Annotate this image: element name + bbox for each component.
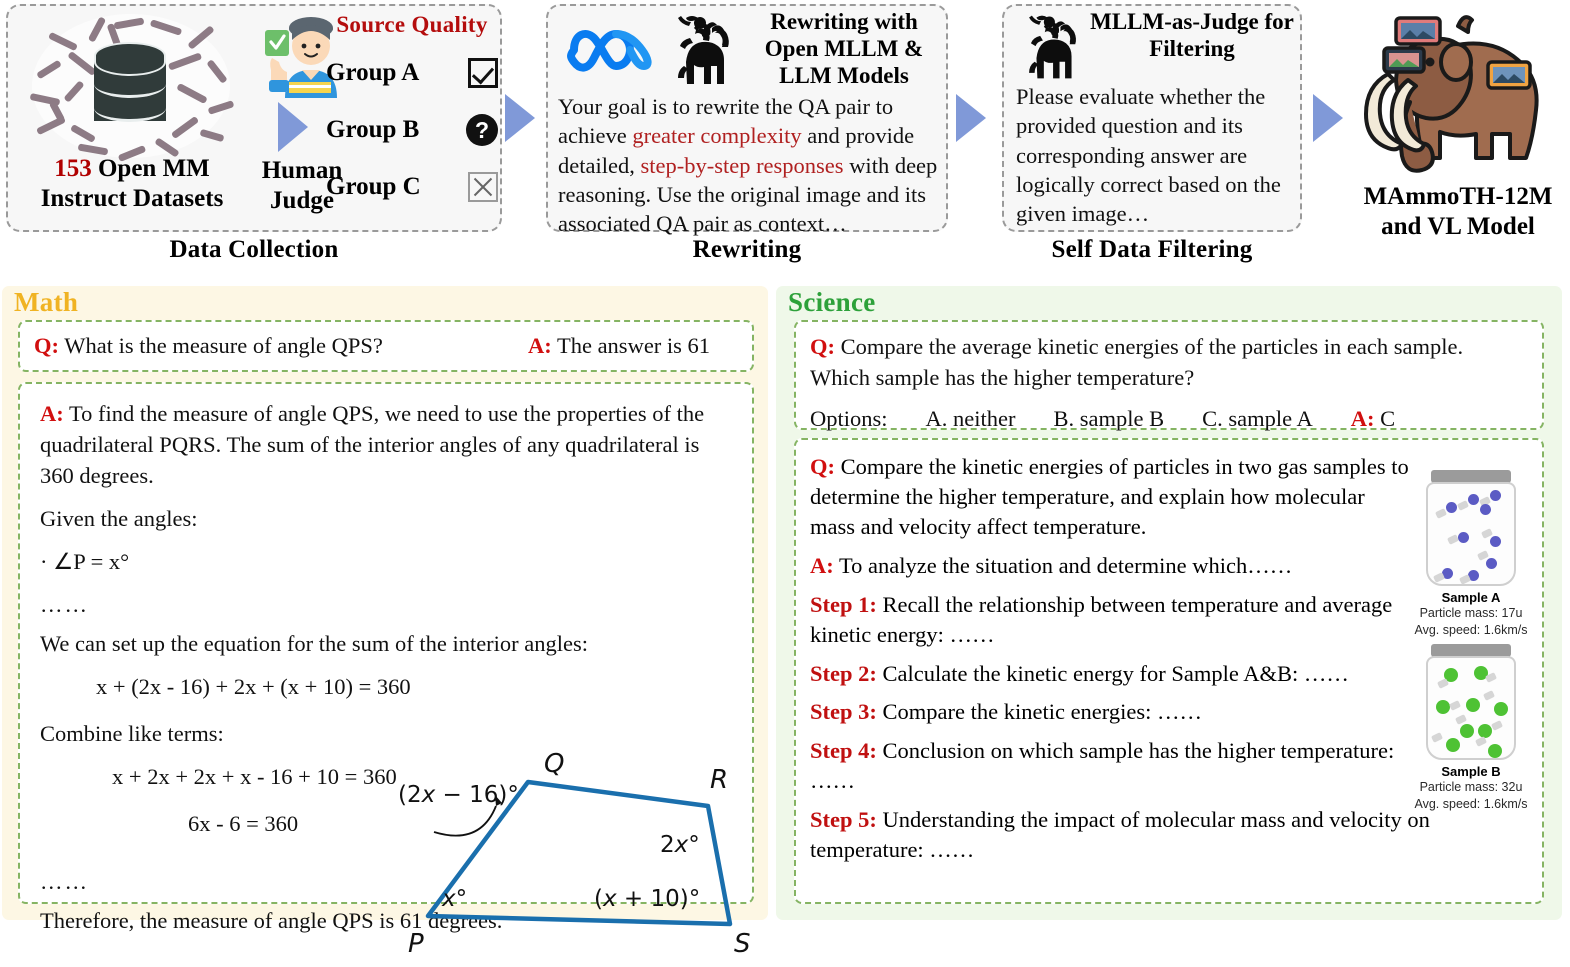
database-cylinder-icon	[94, 42, 166, 132]
group-row-c	[326, 172, 498, 202]
math-answer-short: The answer is 61	[551, 333, 711, 358]
science-question-text: Compare the average kinetic energies of the particles in each sample. Which sample has the higher temperature?	[810, 334, 1464, 390]
rewriting-prompt	[558, 92, 938, 238]
science-step-2-marker: Step 2:	[810, 660, 877, 686]
group-b-label: Group B	[326, 116, 420, 143]
math-question-text: What is the measure of angle QPS?	[59, 333, 383, 358]
science-rewritten-question	[810, 452, 1410, 542]
science-step-1-text: Recall the relationship between temperature and average kinetic energy: ……	[810, 591, 1393, 647]
math-rewritten-answer-box	[18, 382, 754, 959]
jar-sample-b-icon	[1422, 644, 1520, 762]
rewriting-prompt-part2: and provide detailed,	[558, 123, 915, 178]
sample-a-block	[1408, 470, 1534, 638]
filtering-header	[1004, 6, 1300, 80]
science-step-5-text: Understanding the impact of molecular mass and velocity on temperature: ……	[810, 807, 1430, 863]
math-section-title: Math	[14, 287, 79, 317]
math-q-marker: Q:	[34, 333, 59, 358]
model-name-line1: MAmmoTH-12M	[1363, 183, 1553, 210]
science-options-label: Options:	[810, 405, 888, 431]
science-step-4	[810, 736, 1410, 796]
llama-rider-icon	[1018, 10, 1090, 84]
science-step-2	[810, 659, 1410, 689]
rewriting-prompt-highlight2: step-by-step responses	[640, 152, 844, 178]
image-badge-dark	[1384, 48, 1424, 72]
science-rewritten-a-text: To analyze the situation and determine which……	[833, 552, 1293, 578]
math-a-marker: A:	[528, 333, 552, 358]
image-badge-red	[1396, 18, 1440, 44]
stage-rewriting	[546, 4, 948, 263]
rewriting-prompt-part1: Your goal is to rewrite the QA pair to achieve	[558, 94, 894, 149]
science-option-a: A. neither	[925, 405, 1016, 431]
science-section-title: Science	[788, 287, 876, 317]
science-step-4-text: Conclusion on which sample has the higher temperature: ……	[810, 738, 1395, 794]
sample-b-mass: Particle mass: 32u	[1419, 780, 1523, 794]
science-step-4-marker: Step 4:	[810, 738, 877, 764]
source-quality-group	[326, 12, 498, 202]
sample-b-name: Sample B	[1441, 764, 1501, 779]
science-step-1-marker: Step 1:	[810, 591, 877, 617]
pipeline-arrow-1-icon	[505, 94, 535, 142]
science-rewritten-q-marker: Q:	[810, 454, 835, 479]
science-option-b: B. sample B	[1053, 405, 1165, 431]
jar-sample-a-icon	[1422, 470, 1520, 588]
sample-b-speed: Avg. speed: 1.6km/s	[1414, 796, 1528, 811]
vertex-label-R: R	[710, 765, 729, 795]
dataset-count: 153	[54, 155, 92, 182]
rewriting-prompt-highlight1: greater complexity	[632, 123, 802, 149]
math-answer-p4: We can set up the equation for the sum of the interior angles:	[40, 631, 589, 657]
science-options-row	[810, 404, 1528, 435]
group-c-label: Group C	[326, 173, 421, 200]
meta-logo-icon	[564, 22, 660, 78]
data-collection-caption	[12, 154, 252, 213]
vertex-label-Q: Q	[544, 749, 565, 779]
stage-filtering-box	[1002, 4, 1302, 232]
rewriting-prompt-part3: with deep reasoning. Use the original image and its associated QA pair as context…	[558, 152, 938, 236]
science-option-c: C. sample A	[1202, 405, 1313, 431]
sample-jars-illustration	[1408, 470, 1534, 816]
math-answer-marker: A:	[40, 401, 64, 426]
science-question-line	[810, 332, 1528, 394]
science-answer-short: C	[1374, 405, 1396, 431]
science-step-3-text: Compare the kinetic energies: ……	[876, 699, 1202, 725]
math-equation-3: 6x - 6 = 360	[188, 811, 299, 837]
angle-label-Q: (2x − 16)°	[398, 782, 519, 808]
sample-a-speed: Avg. speed: 1.6km/s	[1414, 622, 1528, 637]
stage-label-rewriting: Rewriting	[692, 236, 802, 263]
pipeline-row	[0, 0, 1564, 278]
math-answer-dots2: ……	[40, 868, 89, 894]
math-answer-p1	[40, 398, 732, 491]
sample-b-block	[1408, 644, 1534, 812]
math-answer-p2: Given the angles:	[40, 506, 198, 532]
science-q-marker: Q:	[810, 334, 835, 359]
angle-label-R: 2x°	[660, 832, 700, 858]
dataset-caption-line2: Instruct Datasets	[40, 184, 224, 212]
math-answer-p3: · ∠P = x°	[40, 549, 130, 575]
stage-self-data-filtering	[1002, 4, 1302, 263]
angle-label-S: (x + 10)°	[594, 886, 701, 912]
math-section	[2, 286, 768, 959]
group-row-a	[326, 58, 498, 88]
group-a-label: Group A	[326, 59, 420, 86]
science-step-3-marker: Step 3:	[810, 699, 877, 725]
rewriting-header	[548, 6, 946, 92]
vertex-label-P: P	[408, 929, 424, 959]
human-judge-label-line2: Judge	[270, 186, 334, 214]
science-rewritten-answer-box	[794, 438, 1544, 904]
checkbox-crossed-icon	[468, 172, 498, 202]
science-a-marker: A:	[1350, 405, 1375, 431]
database-illustration	[18, 12, 246, 162]
science-rewritten-a-marker: A:	[810, 552, 834, 578]
math-answer-p5: Combine like terms:	[40, 721, 224, 747]
science-rewritten-q-text: Compare the kinetic energies of particles in two gas samples to determine the higher temperature, and explain how molecular mass and velocity affect temperature.	[810, 454, 1409, 539]
rewriting-title: Rewriting with Open MLLM & LLM Models	[764, 9, 924, 89]
image-badge-orange	[1488, 62, 1530, 88]
mammoth-illustration	[1352, 0, 1564, 196]
math-answer-p1-text: To find the measure of angle QPS, we need to use the properties of the quadrilateral PQRS. The sum of the interior angles of any quadrilateral is 360 degrees.	[40, 401, 705, 489]
dataset-caption-rest: Open MM	[91, 155, 210, 182]
vertex-label-S: S	[734, 929, 751, 959]
math-answer-dots1: ……	[40, 592, 89, 618]
stage-data-collection-box	[6, 4, 502, 232]
judge-flow-arrow-icon	[278, 102, 308, 152]
science-section	[776, 286, 1562, 920]
source-quality-title: Source Quality	[336, 12, 488, 37]
question-mark-icon: ?	[466, 114, 498, 146]
checkbox-checked-icon	[468, 58, 498, 88]
science-step-5-marker: Step 5:	[810, 807, 877, 833]
group-row-b	[326, 114, 498, 146]
math-equation-2: x + 2x + 2x + x - 16 + 10 = 360	[112, 764, 397, 790]
pipeline-arrow-3-icon	[1313, 94, 1343, 142]
llama-rider-icon	[666, 10, 744, 90]
science-original-qa-box	[794, 320, 1544, 430]
science-rewritten-answer	[810, 551, 1410, 581]
filtering-prompt: Please evaluate whether the provided question and its corresponding answer are logically correct based on the given image…	[1016, 84, 1281, 226]
math-original-qa-box	[18, 320, 754, 372]
stage-rewriting-box	[546, 4, 948, 236]
math-equation-1: x + (2x - 16) + 2x + (x + 10) = 360	[96, 674, 411, 700]
pipeline-arrow-2-icon	[956, 94, 986, 142]
stage-label-self-data-filtering: Self Data Filtering	[1051, 236, 1253, 263]
angle-label-P: x°	[442, 886, 468, 912]
quadrilateral-figure	[398, 740, 758, 962]
human-judge-label-line1: Human	[261, 157, 343, 184]
science-step-1	[810, 590, 1410, 650]
model-output-label	[1346, 182, 1570, 242]
math-answer-p6: Therefore, the measure of angle QPS is 61 degrees.	[40, 907, 503, 933]
stage-label-data-collection: Data Collection	[169, 236, 339, 263]
sample-a-mass: Particle mass: 17u	[1419, 606, 1523, 620]
sample-a-name: Sample A	[1441, 590, 1501, 605]
stage-data-collection	[6, 4, 502, 263]
science-step-5	[810, 805, 1450, 865]
science-step-2-text: Calculate the kinetic energy for Sample A&B: ……	[876, 660, 1349, 686]
model-name-line2: and VL Model	[1381, 213, 1535, 240]
filtering-title: MLLM-as-Judge for Filtering	[1090, 9, 1294, 62]
stage-model-output	[1352, 0, 1564, 240]
science-step-3	[810, 697, 1410, 727]
